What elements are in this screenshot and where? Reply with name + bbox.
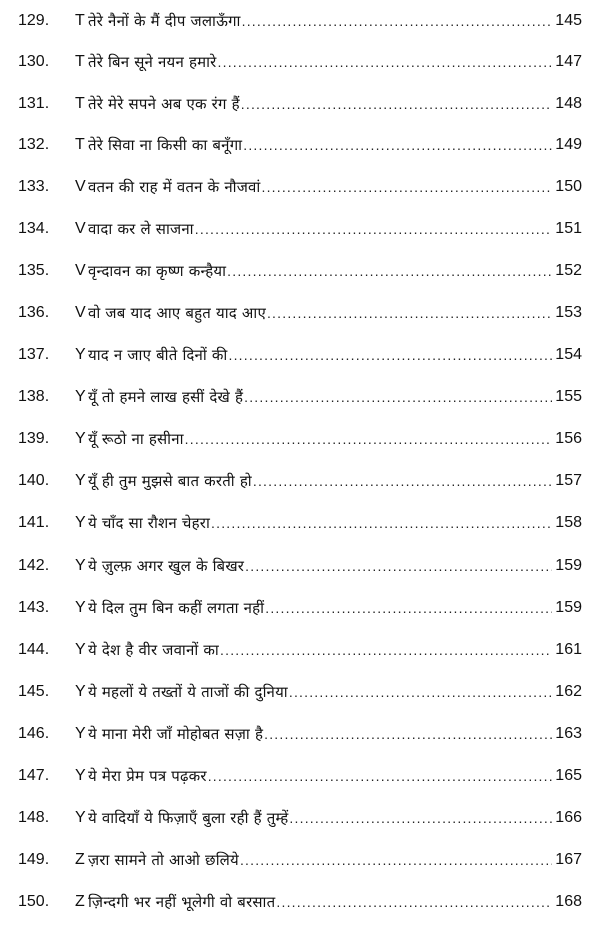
entry-number: 133. bbox=[18, 178, 50, 195]
entry-title-line bbox=[88, 556, 552, 576]
entry-index-letter: Y bbox=[75, 557, 86, 574]
dot-leader bbox=[241, 94, 552, 114]
dot-leader bbox=[195, 219, 552, 239]
entry-title: ये मेरा प्रेम पत्र पढ़कर bbox=[88, 767, 207, 785]
entry-title-line bbox=[88, 177, 552, 197]
entry-page-number: 166 bbox=[555, 809, 582, 826]
entry-number: 145. bbox=[18, 683, 50, 700]
toc-entry bbox=[0, 587, 600, 629]
entry-number: 135. bbox=[18, 262, 50, 279]
entry-number: 134. bbox=[18, 220, 50, 237]
entry-index-letter: T bbox=[75, 12, 85, 29]
entry-title: याद न जाए बीते दिनों की bbox=[88, 346, 228, 364]
entry-number: 138. bbox=[18, 388, 50, 405]
toc-entry bbox=[0, 881, 600, 923]
entry-title: तेरे मेरे सपने अब एक रंग हैं bbox=[88, 95, 240, 113]
entry-page-number: 168 bbox=[555, 893, 582, 910]
toc-entry bbox=[0, 83, 600, 125]
entry-title: यूँ तो हमने लाख हसीं देखे हैं bbox=[88, 388, 244, 406]
entry-index-letter: Y bbox=[75, 809, 86, 826]
entry-page-number: 156 bbox=[555, 430, 582, 447]
toc-entry bbox=[0, 545, 600, 587]
toc-entry bbox=[0, 124, 600, 166]
toc-entry bbox=[0, 839, 600, 881]
entry-index-letter: Y bbox=[75, 388, 86, 405]
entry-index-letter: T bbox=[75, 95, 85, 112]
entry-title: ज़िन्दगी भर नहीं भूलेगी वो बरसात bbox=[88, 893, 276, 911]
toc-entry bbox=[0, 755, 600, 797]
entry-number: 137. bbox=[18, 346, 50, 363]
entry-title: यूँ रूठो ना हसीना bbox=[88, 430, 184, 448]
entry-index-letter: Y bbox=[75, 472, 86, 489]
entry-title-line bbox=[88, 303, 552, 323]
toc-entry bbox=[0, 460, 600, 502]
entry-number: 146. bbox=[18, 725, 50, 742]
toc-entry bbox=[0, 376, 600, 418]
entry-title: तेरे बिन सूने नयन हमारे bbox=[88, 53, 217, 71]
entry-number: 143. bbox=[18, 599, 50, 616]
dot-leader bbox=[242, 11, 552, 31]
dot-leader bbox=[264, 724, 552, 744]
toc-entry bbox=[0, 292, 600, 334]
dot-leader bbox=[253, 471, 552, 491]
entry-page-number: 159 bbox=[555, 599, 582, 616]
toc-entry bbox=[0, 713, 600, 755]
entry-title-line bbox=[88, 261, 552, 281]
entry-title: ज़रा सामने तो आओ छलिये bbox=[88, 851, 239, 869]
entry-title-line bbox=[88, 682, 552, 702]
entry-title-line bbox=[88, 598, 552, 618]
entry-number: 144. bbox=[18, 641, 50, 658]
entry-page-number: 161 bbox=[555, 641, 582, 658]
entry-page-number: 157 bbox=[555, 472, 582, 489]
entry-number: 130. bbox=[18, 53, 50, 70]
entry-index-letter: T bbox=[75, 136, 85, 153]
entry-title: वो जब याद आए बहुत याद आए bbox=[88, 304, 266, 322]
dot-leader bbox=[220, 640, 552, 660]
toc-entry bbox=[0, 250, 600, 292]
entry-title-line bbox=[88, 135, 552, 155]
toc-entry bbox=[0, 41, 600, 83]
toc-entry bbox=[0, 671, 600, 713]
entry-title: ये ज़ुल्फ़ अगर खुल के बिखर bbox=[88, 557, 245, 575]
entry-index-letter: V bbox=[75, 304, 86, 321]
entry-title: ये वादियाँ ये फिज़ाएँ बुला रही हैं तुम्हें bbox=[88, 809, 289, 827]
entry-page-number: 163 bbox=[555, 725, 582, 742]
toc-entry bbox=[0, 629, 600, 671]
entry-number: 141. bbox=[18, 514, 50, 531]
entry-number: 142. bbox=[18, 557, 50, 574]
entry-index-letter: Y bbox=[75, 599, 86, 616]
entry-index-letter: V bbox=[75, 178, 86, 195]
entry-title-line bbox=[88, 766, 552, 786]
dot-leader bbox=[261, 177, 552, 197]
entry-title-line bbox=[88, 52, 552, 72]
entry-title-line bbox=[88, 94, 552, 114]
entry-index-letter: Y bbox=[75, 725, 86, 742]
entry-index-letter: Z bbox=[75, 893, 85, 910]
dot-leader bbox=[289, 808, 552, 828]
entry-page-number: 149 bbox=[555, 136, 582, 153]
dot-leader bbox=[208, 766, 552, 786]
dot-leader bbox=[185, 429, 552, 449]
entry-index-letter: V bbox=[75, 220, 86, 237]
entry-title-line bbox=[88, 808, 552, 828]
entry-page-number: 150 bbox=[555, 178, 582, 195]
entry-title-line bbox=[88, 219, 552, 239]
entry-page-number: 155 bbox=[555, 388, 582, 405]
dot-leader bbox=[229, 345, 553, 365]
entry-title-line bbox=[88, 724, 552, 744]
toc-entry bbox=[0, 797, 600, 839]
entry-index-letter: Y bbox=[75, 767, 86, 784]
entry-title-line bbox=[88, 387, 552, 407]
dot-leader bbox=[245, 556, 552, 576]
entry-page-number: 153 bbox=[555, 304, 582, 321]
entry-page-number: 165 bbox=[555, 767, 582, 784]
entry-index-letter: Y bbox=[75, 641, 86, 658]
entry-page-number: 158 bbox=[555, 514, 582, 531]
entry-title-line bbox=[88, 429, 552, 449]
entry-number: 136. bbox=[18, 304, 50, 321]
entry-page-number: 167 bbox=[555, 851, 582, 868]
entry-title-line bbox=[88, 640, 552, 660]
entry-page-number: 152 bbox=[555, 262, 582, 279]
entry-number: 150. bbox=[18, 893, 50, 910]
entry-title: वृन्दावन का कृष्ण कन्हैया bbox=[88, 262, 227, 280]
entry-title: ये देश है वीर जवानों का bbox=[88, 641, 220, 659]
entry-title: वादा कर ले साजना bbox=[88, 220, 194, 238]
toc-entry bbox=[0, 502, 600, 544]
dot-leader bbox=[276, 892, 552, 912]
entry-title-line bbox=[88, 11, 552, 31]
entry-title: तेरे नैनों के मैं दीप जलाऊँगा bbox=[88, 12, 241, 30]
entry-title: वतन की राह में वतन के नौजवां bbox=[88, 178, 261, 196]
entry-number: 129. bbox=[18, 12, 50, 29]
entry-number: 149. bbox=[18, 851, 50, 868]
entry-page-number: 154 bbox=[555, 346, 582, 363]
toc-entry bbox=[0, 208, 600, 250]
entry-title: ये चाँद सा रौशन चेहरा bbox=[88, 514, 211, 532]
entry-title: तेरे सिवा ना किसी का बनूँगा bbox=[88, 136, 243, 154]
entry-page-number: 145 bbox=[555, 12, 582, 29]
dot-leader bbox=[218, 52, 552, 72]
toc-entry bbox=[0, 418, 600, 460]
entry-title: ये दिल तुम बिन कहीं लगता नहीं bbox=[88, 599, 265, 617]
entry-title: यूँ ही तुम मुझसे बात करती हो bbox=[88, 472, 252, 490]
entry-title-line bbox=[88, 892, 552, 912]
entry-title-line bbox=[88, 471, 552, 491]
entry-number: 131. bbox=[18, 95, 50, 112]
entry-title: ये माना मेरी जाँ मोहोबत सज़ा है bbox=[88, 725, 264, 743]
entry-title-line bbox=[88, 850, 552, 870]
entry-index-letter: T bbox=[75, 53, 85, 70]
dot-leader bbox=[244, 387, 552, 407]
entry-index-letter: Y bbox=[75, 430, 86, 447]
dot-leader bbox=[267, 303, 552, 323]
entry-number: 148. bbox=[18, 809, 50, 826]
dot-leader bbox=[211, 513, 552, 533]
entry-number: 139. bbox=[18, 430, 50, 447]
entry-index-letter: Y bbox=[75, 346, 86, 363]
entry-page-number: 151 bbox=[555, 220, 582, 237]
entry-title-line bbox=[88, 513, 552, 533]
dot-leader bbox=[289, 682, 552, 702]
entry-index-letter: Y bbox=[75, 514, 86, 531]
entry-index-letter: Y bbox=[75, 683, 86, 700]
entry-page-number: 159 bbox=[555, 557, 582, 574]
entry-page-number: 148 bbox=[555, 95, 582, 112]
entry-number: 132. bbox=[18, 136, 50, 153]
toc-entry bbox=[0, 166, 600, 208]
toc-entry bbox=[0, 0, 600, 42]
dot-leader bbox=[227, 261, 552, 281]
entry-title-line bbox=[88, 345, 552, 365]
toc-entry bbox=[0, 334, 600, 376]
entry-title: ये महलों ये तख्तों ये ताजों की दुनिया bbox=[88, 683, 288, 701]
dot-leader bbox=[240, 850, 552, 870]
entry-number: 147. bbox=[18, 767, 50, 784]
entry-index-letter: V bbox=[75, 262, 86, 279]
entry-number: 140. bbox=[18, 472, 50, 489]
dot-leader bbox=[243, 135, 552, 155]
dot-leader bbox=[265, 598, 552, 618]
entry-page-number: 162 bbox=[555, 683, 582, 700]
entry-page-number: 147 bbox=[555, 53, 582, 70]
entry-index-letter: Z bbox=[75, 851, 85, 868]
